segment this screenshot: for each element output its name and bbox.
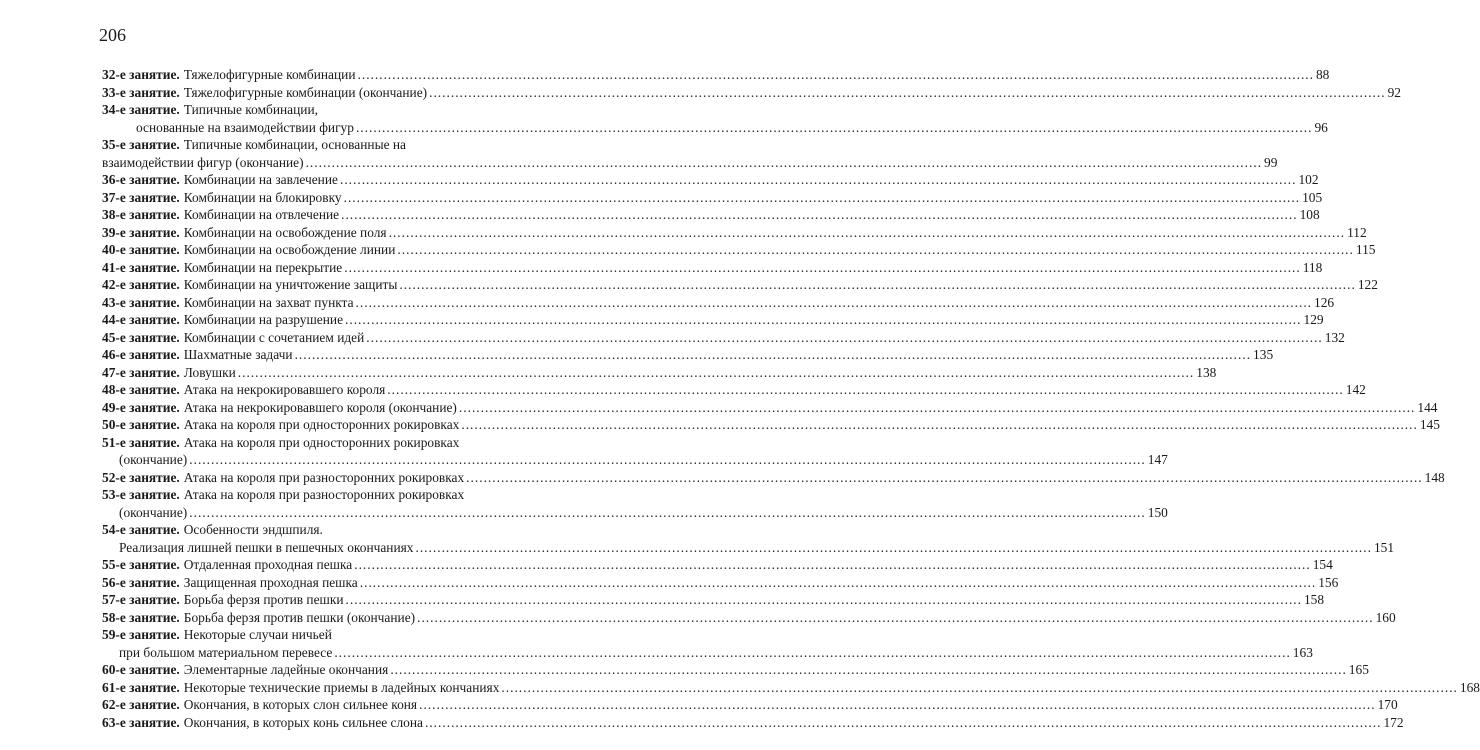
page-ref: 145 xyxy=(1419,417,1440,432)
lesson-title: Атака на короля при односторонних рокировках xyxy=(183,434,460,450)
toc-entry xyxy=(102,294,1335,312)
toc-line xyxy=(102,434,500,452)
lesson-title: Комбинации на отвлечение xyxy=(183,207,340,222)
lesson-title: Шахматные задачи xyxy=(183,347,293,362)
lesson-title: Комбинации на уничтожение защиты xyxy=(183,277,398,292)
lesson-number: 43-е занятие. xyxy=(102,294,180,310)
page-ref: 170 xyxy=(1377,697,1398,712)
toc-line xyxy=(102,136,500,154)
lesson-title: Некоторые технические приемы в ладейных кончаниях xyxy=(183,679,500,695)
lesson-title: Типичные комбинации, xyxy=(183,102,318,117)
page-ref: 172 xyxy=(1383,714,1404,730)
lesson-title: Комбинации на разрушение xyxy=(183,312,344,327)
page-ref: 168 xyxy=(1459,679,1480,695)
lesson-number: 49-е занятие. xyxy=(102,399,180,415)
toc-line xyxy=(102,329,1345,347)
toc-line xyxy=(102,241,1376,259)
toc-line xyxy=(102,171,1319,189)
toc-line xyxy=(102,311,1324,329)
dot-leader xyxy=(360,574,1316,592)
lesson-title: Тяжелофигурные комбинации xyxy=(183,67,356,82)
lesson-number: 35-е занятие. xyxy=(102,137,180,152)
lesson-title: Защищенная проходная пешка xyxy=(183,574,358,590)
toc-line xyxy=(102,591,1325,609)
dot-leader xyxy=(397,241,1353,259)
dot-leader xyxy=(466,469,1422,487)
page-ref: 122 xyxy=(1357,277,1378,292)
lesson-title: Комбинации на перекрытие xyxy=(183,259,343,275)
lesson-number: 58-е занятие. xyxy=(102,609,180,625)
toc-line xyxy=(102,609,1396,627)
toc-entry xyxy=(102,101,1328,136)
lesson-number: 63-е занятие. xyxy=(102,714,180,730)
toc-entry xyxy=(102,84,1401,102)
lesson-title: Комбинации на захват пункта xyxy=(183,294,354,310)
page-ref: 102 xyxy=(1298,172,1319,187)
dot-leader xyxy=(419,696,1375,714)
lesson-number: 62-е занятие. xyxy=(102,697,180,712)
dot-leader xyxy=(425,714,1381,732)
lesson-number: 57-е занятие. xyxy=(102,592,180,607)
lesson-number: 55-е занятие. xyxy=(102,557,180,572)
lesson-title: Атака на короля при разносторонних рокировках xyxy=(183,487,465,502)
toc-entry xyxy=(102,661,1369,679)
dot-leader xyxy=(356,294,1312,312)
table-of-contents xyxy=(102,66,1480,731)
toc-entry xyxy=(102,259,1323,277)
toc-line xyxy=(102,679,1480,697)
page-ref: 150 xyxy=(1147,504,1168,520)
lesson-number: 42-е занятие. xyxy=(102,277,180,292)
toc-entry xyxy=(102,714,1404,732)
lesson-number: 56-е занятие. xyxy=(102,574,180,590)
dot-leader xyxy=(429,84,1385,102)
toc-entry xyxy=(102,486,1168,521)
toc-entry xyxy=(102,381,1366,399)
toc-line xyxy=(102,346,1274,364)
lesson-title: Ловушки xyxy=(183,364,236,380)
lesson-number: 33-е занятие. xyxy=(102,84,180,100)
page-ref: 129 xyxy=(1303,312,1324,327)
lesson-title: (окончание) xyxy=(119,452,188,467)
page-ref: 142 xyxy=(1345,382,1366,397)
lesson-number: 37-е занятие. xyxy=(102,189,180,205)
toc-entry xyxy=(102,416,1440,434)
toc-line xyxy=(102,381,1366,399)
lesson-title: взаимодействии фигур (окончание) xyxy=(102,154,304,170)
dot-leader xyxy=(334,644,1290,662)
toc-entry xyxy=(102,136,1278,171)
lesson-number: 50-е занятие. xyxy=(102,417,180,432)
lesson-number: 61-е занятие. xyxy=(102,679,180,695)
dot-leader xyxy=(358,66,1314,84)
lesson-title: Комбинации на блокировку xyxy=(183,189,342,205)
lesson-title: Особенности эндшпиля. xyxy=(183,522,323,537)
toc-line xyxy=(102,189,1323,207)
lesson-number: 46-е занятие. xyxy=(102,347,180,362)
lesson-title: Некоторые случаи ничьей xyxy=(183,627,332,642)
page-ref: 163 xyxy=(1292,644,1313,660)
toc-entry xyxy=(102,626,1313,661)
lesson-number: 32-е занятие. xyxy=(102,67,180,82)
lesson-number: 45-е занятие. xyxy=(102,329,180,345)
toc-entry xyxy=(102,206,1320,224)
toc-line xyxy=(102,364,1217,382)
page-ref: 92 xyxy=(1387,84,1401,100)
lesson-number: 39-е занятие. xyxy=(102,224,180,240)
toc-line xyxy=(102,259,1323,277)
toc-line xyxy=(102,416,1440,434)
toc-line xyxy=(102,101,500,119)
toc-entry xyxy=(102,679,1480,697)
page-number: 206 xyxy=(99,25,126,45)
dot-leader xyxy=(461,416,1417,434)
toc-line xyxy=(102,399,1438,417)
toc-entry xyxy=(102,276,1378,294)
lesson-title: Борьба ферзя против пешки xyxy=(183,592,344,607)
toc-entry xyxy=(102,434,1168,469)
toc-entry xyxy=(102,556,1333,574)
toc-line xyxy=(102,66,1330,84)
toc-line xyxy=(102,714,1404,732)
lesson-title: Борьба ферзя против пешки (окончание) xyxy=(183,609,416,625)
page-ref: 144 xyxy=(1417,399,1438,415)
dot-leader xyxy=(399,276,1355,294)
page-ref: 135 xyxy=(1253,347,1274,362)
toc-entry xyxy=(102,66,1330,84)
lesson-title: Комбинации на завлечение xyxy=(183,172,338,187)
toc-line xyxy=(102,521,500,539)
toc-entry xyxy=(102,329,1345,347)
lesson-title: Элементарные ладейные окончания xyxy=(183,662,389,677)
toc-line xyxy=(102,294,1335,312)
lesson-title: Комбинации на освобождение поля xyxy=(183,224,387,240)
lesson-title: Тяжелофигурные комбинации (окончание) xyxy=(183,84,428,100)
toc-line xyxy=(119,504,1168,522)
toc-line xyxy=(102,206,1320,224)
lesson-number: 54-е занятие. xyxy=(102,522,180,537)
page-ref: 105 xyxy=(1302,189,1323,205)
lesson-title: Комбинации на освобождение линии xyxy=(183,242,396,257)
lesson-title: Атака на некрокировавшего короля xyxy=(183,382,386,397)
dot-leader xyxy=(340,171,1296,189)
lesson-title: Типичные комбинации, основанные на xyxy=(183,137,406,152)
toc-line xyxy=(102,626,500,644)
toc-line xyxy=(119,539,1395,557)
toc-entry xyxy=(102,696,1398,714)
lesson-title: Отдаленная проходная пешка xyxy=(183,557,353,572)
page-ref: 112 xyxy=(1347,224,1367,240)
lesson-number: 38-е занятие. xyxy=(102,207,180,222)
toc-entry xyxy=(102,189,1323,207)
lesson-number: 48-е занятие. xyxy=(102,382,180,397)
lesson-number: 59-е занятие. xyxy=(102,627,180,642)
toc-line xyxy=(102,276,1378,294)
toc-line xyxy=(102,84,1401,102)
lesson-title: Атака на некрокировавшего короля (окончание) xyxy=(183,399,457,415)
page-ref: 165 xyxy=(1348,662,1369,677)
dot-leader xyxy=(344,259,1300,277)
dot-leader xyxy=(295,346,1251,364)
toc-line xyxy=(102,661,1369,679)
dot-leader xyxy=(501,679,1457,697)
toc-entry xyxy=(102,364,1217,382)
page-ref: 156 xyxy=(1318,574,1339,590)
lesson-title: Атака на короля при разносторонних рокировках xyxy=(183,469,465,485)
lesson-title: (окончание) xyxy=(119,504,188,520)
toc-entry xyxy=(102,171,1319,189)
dot-leader xyxy=(344,189,1300,207)
toc-entry xyxy=(102,521,1395,556)
page-ref: 160 xyxy=(1375,609,1396,625)
lesson-number: 41-е занятие. xyxy=(102,259,180,275)
page-ref: 151 xyxy=(1373,539,1395,555)
lesson-number: 36-е занятие. xyxy=(102,172,180,187)
toc-entry xyxy=(102,609,1396,627)
page-ref: 147 xyxy=(1147,452,1168,467)
toc-line xyxy=(119,644,1313,662)
page-ref: 99 xyxy=(1264,154,1278,170)
dot-leader xyxy=(189,504,1145,522)
page-ref: 118 xyxy=(1302,259,1323,275)
toc-entry xyxy=(102,241,1376,259)
lesson-title: при большом материальном перевесе xyxy=(119,644,333,660)
dot-leader xyxy=(366,329,1322,347)
page-ref: 154 xyxy=(1312,557,1333,572)
toc-entry xyxy=(102,311,1324,329)
lesson-title: Атака на короля при односторонних рокировках xyxy=(183,417,460,432)
toc-entry xyxy=(102,399,1438,417)
dot-leader xyxy=(189,451,1145,469)
toc-line xyxy=(119,451,1168,469)
lesson-title: Окончания, в которых конь сильнее слона xyxy=(183,714,423,730)
dot-leader xyxy=(459,399,1415,417)
lesson-number: 52-е занятие. xyxy=(102,469,180,485)
lesson-number: 47-е занятие. xyxy=(102,364,180,380)
dot-leader xyxy=(387,381,1343,399)
lesson-number: 40-е занятие. xyxy=(102,242,180,257)
dot-leader xyxy=(415,539,1371,557)
lesson-number: 44-е занятие. xyxy=(102,312,180,327)
lesson-number: 34-е занятие. xyxy=(102,102,180,117)
lesson-number: 60-е занятие. xyxy=(102,662,180,677)
page-ref: 108 xyxy=(1299,207,1320,222)
page-ref: 158 xyxy=(1303,592,1325,607)
dot-leader xyxy=(356,119,1312,137)
toc-entry xyxy=(102,574,1339,592)
page-ref: 138 xyxy=(1196,364,1217,380)
page-ref: 132 xyxy=(1324,329,1345,345)
lesson-number: 53-е занятие. xyxy=(102,487,180,502)
toc-line xyxy=(102,556,1333,574)
toc-line xyxy=(102,224,1367,242)
dot-leader xyxy=(345,311,1301,329)
dot-leader xyxy=(417,609,1373,627)
lesson-title: Комбинации с сочетанием идей xyxy=(183,329,365,345)
toc-line xyxy=(136,119,1328,137)
lesson-title: основанные на взаимодействии фигур xyxy=(136,119,354,135)
page-ref: 126 xyxy=(1314,294,1335,310)
dot-leader xyxy=(354,556,1310,574)
page-ref: 96 xyxy=(1314,119,1328,135)
dot-leader xyxy=(346,591,1302,609)
dot-leader xyxy=(238,364,1194,382)
dot-leader xyxy=(341,206,1297,224)
dot-leader xyxy=(306,154,1262,172)
toc-line xyxy=(102,574,1339,592)
page-ref: 88 xyxy=(1315,67,1330,82)
toc-entry xyxy=(102,346,1274,364)
lesson-title: Окончания, в которых слон сильнее коня xyxy=(183,697,418,712)
page-ref: 115 xyxy=(1355,242,1376,257)
toc-entry xyxy=(102,469,1445,487)
dot-leader xyxy=(390,661,1346,679)
lesson-title: Реализация лишней пешки в пешечных окончаниях xyxy=(119,539,414,555)
toc-line xyxy=(102,469,1445,487)
toc-line xyxy=(102,696,1398,714)
toc-line xyxy=(102,486,500,504)
toc-entry xyxy=(102,591,1325,609)
toc-entry xyxy=(102,224,1367,242)
dot-leader xyxy=(389,224,1345,242)
toc-line xyxy=(102,154,1278,172)
lesson-number: 51-е занятие. xyxy=(102,434,180,450)
page-ref: 148 xyxy=(1424,469,1445,485)
